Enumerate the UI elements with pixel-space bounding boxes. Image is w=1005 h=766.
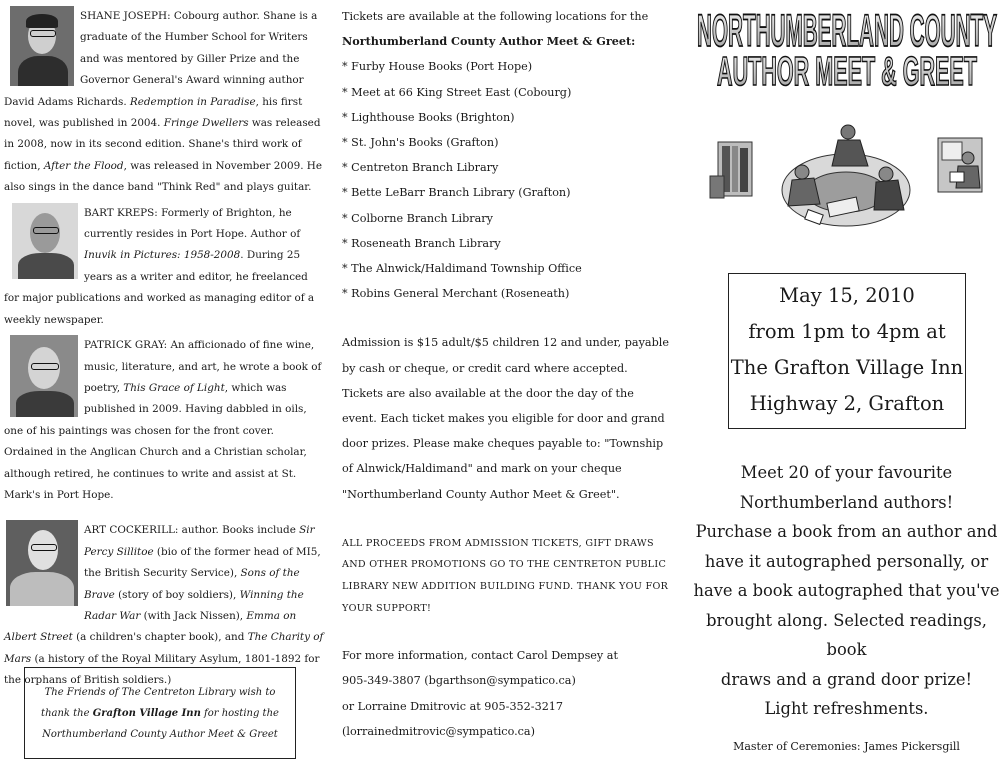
event-venue: The Grafton Village Inn	[730, 356, 964, 379]
author-name: PATRICK GRAY	[84, 339, 164, 352]
book-title: Winning the Radar War	[84, 588, 304, 622]
book-title: Sons of the Brave	[84, 567, 300, 601]
event-details-box	[728, 273, 966, 429]
tickets-event-name: Northumberland County Author Meet & Greet:	[342, 34, 636, 49]
book-title: Sir Percy Sillitoe	[84, 524, 315, 558]
title-line-1: NORTHUMBERLAND COUNTY	[697, 5, 997, 57]
event-title-wordart	[690, 4, 1005, 124]
bio-patrick-gray: PATRICK GRAY: An afficionado of fine wine, music, literature, and art, he wrote a book of poetry, This Grace of Light, which was published in 2009. Having dabbled in oils, one of his paintings was chosen for the front cover. Ordained in the Anglican Church and a Christian scholar, although retired, he continues to write and assist at St. Mark's in Port Hope.	[4, 335, 326, 506]
event-date: May 15, 2010	[779, 284, 915, 307]
author-photo-icon	[12, 203, 78, 279]
author-name: ART COCKERILL	[84, 524, 175, 537]
readers-clipart-icon	[778, 120, 914, 230]
author-photo-icon	[6, 520, 78, 606]
bio-bart-kreps: BART KREPS: Formerly of Brighton, he currently resides in Port Hope. Author of Inuvik in Pictures: 1958-2008. During 25 years as a writer and editor, he freelanced for major publications and worked as managing editor of a weekly newspaper.	[4, 203, 326, 331]
tickets-column	[342, 4, 672, 744]
ticket-location-item: * Roseneath Branch Library	[342, 236, 501, 250]
book-title: Redemption in Paradise	[129, 95, 256, 108]
book-title: Emma on Albert Street	[4, 609, 297, 644]
bookshelf-clipart-icon	[708, 136, 758, 202]
ticket-locations-list	[342, 54, 672, 306]
event-address: Highway 2, Grafton	[749, 392, 945, 415]
ticket-location-item: * Colborne Branch Library	[342, 211, 493, 225]
bio-shane-joseph: SHANE JOSEPH: Cobourg author. Shane is a graduate of the Humber School for Writers and was mentored by Giller Prize and the Governor General's Award winning author David Adams Richards. Redemption in Paradise, his first novel, was published in 2004. Fringe Dwellers was released in 2008, now in its second edition. Shane's third work of fiction, After the Flood, was released in November 2009. He also sings in the dance band "Think Red" and plays guitar.	[4, 6, 326, 199]
title-line-2: AUTHOR MEET & GREET	[717, 48, 978, 95]
ticket-location-item: * Centreton Branch Library	[342, 161, 499, 175]
proceeds-notice: ALL PROCEEDS FROM ADMISSION TICKETS, GIFT DRAWS AND OTHER PROMOTIONS GO TO THE CENTRETON PUBLIC LIBRARY NEW ADDITION BUILDING FUND. THANK YOU FOR YOUR SUPPORT!	[342, 537, 669, 614]
book-title: Fringe Dwellers	[163, 117, 249, 130]
venue-name: Grafton Village Inn	[92, 708, 201, 719]
bio-art-cockerill: ART COCKERILL: author. Books include Sir Percy Sillitoe (bio of the former head of MI5, the British Security Service), Sons of the Brave (story of boy soldiers), Winning the Radar War (with Jack Nissen), Emma on Albert Street (a children's chapter book), and The Charity of Mars (a history of the Royal Military Asylum, 1801-1892 for the orphans of British soldiers.)	[4, 520, 326, 691]
ticket-location-item: * Robins General Merchant (Roseneath)	[342, 287, 570, 301]
event-time: from 1pm to 4pm at	[748, 320, 946, 343]
book-title: The Charity of Mars	[4, 631, 324, 665]
author-photo-icon	[10, 335, 78, 417]
ticket-location-item: * Lighthouse Books (Brighton)	[342, 110, 515, 124]
ticket-location-item: * Furby House Books (Port Hope)	[342, 60, 533, 74]
author-name: SHANE JOSEPH	[80, 10, 168, 22]
book-title: This Grace of Light	[123, 381, 225, 394]
reading-person-clipart-icon	[936, 136, 984, 194]
author-name: BART KREPS	[84, 206, 155, 219]
ticket-location-item: * Meet at 66 King Street East (Cobourg)	[342, 85, 572, 99]
thank-you-box: The Friends of The Centreton Library wish to thank the Grafton Village Inn for hosting the Northumberland County Author Meet & Greet	[24, 667, 296, 759]
author-bios-column	[4, 0, 326, 692]
ticket-location-item: * Bette LeBarr Branch Library (Grafton)	[342, 186, 571, 200]
ticket-location-item: * St. John's Books (Grafton)	[342, 136, 499, 150]
tickets-intro: Tickets are available at the following locations for the	[342, 10, 649, 23]
admission-info: Admission is $15 adult/$5 children 12 and under, payable by cash or cheque, or credit card where accepted. Tickets are also available at the door the day of the event. Each ticket makes you eligible for door and grand door prizes. Please make cheques payable to: "Township of Alnwick/Haldimand" and mark on your cheque "Northumberland County Author Meet & Greet".	[342, 336, 669, 501]
master-of-ceremonies: Master of Ceremonies: James Pickersgill	[733, 740, 960, 753]
book-title: After the Flood	[43, 159, 124, 172]
book-title: Inuvik in Pictures: 1958-2008	[84, 249, 241, 262]
ticket-location-item: * The Alnwick/Haldimand Township Office	[342, 262, 582, 276]
contact-info: For more information, contact Carol Dempsey at 905-349-3807 (bgarthson@sympatico.ca) or Lorraine Dmitrovic at 905-352-3217 (lorrainedmitrovic@sympatico.ca)	[342, 649, 618, 738]
event-description: Meet 20 of your favourite Northumberland authors! Purchase a book from an author and have it autographed personally, or have a book autographed that you've brought along. Selected readings, book draws and a grand door prize! Light refreshments.	[693, 463, 1000, 718]
author-photo-icon	[10, 6, 74, 86]
